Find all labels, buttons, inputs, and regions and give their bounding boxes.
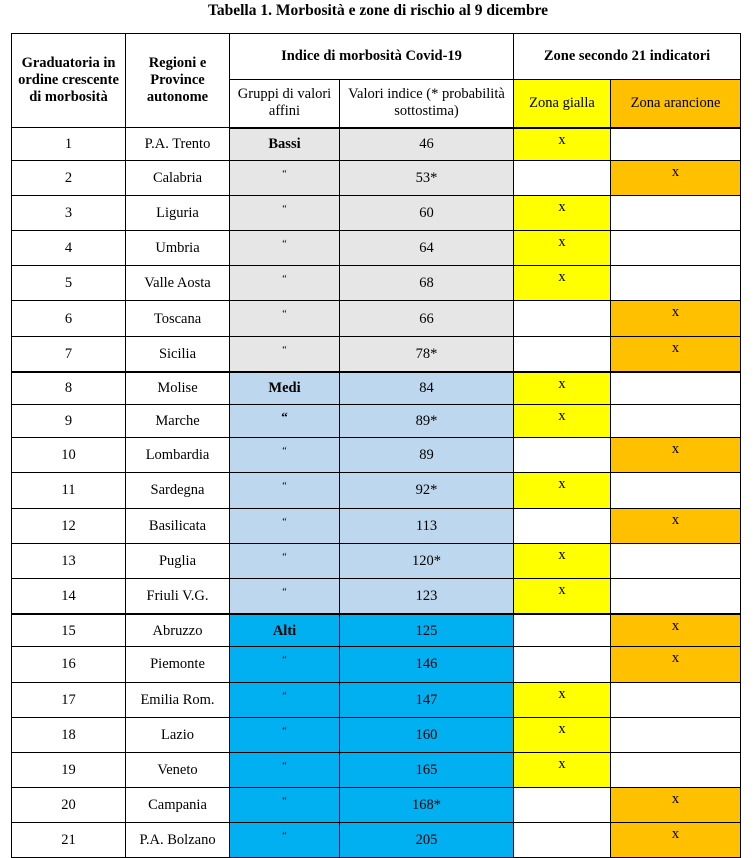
zona-gialla-cell <box>514 301 611 336</box>
zona-gialla-cell: x <box>514 717 611 752</box>
zona-gialla-cell: x <box>514 266 611 301</box>
region-cell: Calabria <box>126 160 230 195</box>
table-row <box>12 647 741 682</box>
table-row <box>12 578 741 614</box>
zona-gialla-cell: x <box>514 752 611 787</box>
value-cell: 125 <box>340 614 514 647</box>
zona-gialla-cell <box>514 336 611 372</box>
zona-gialla-cell: x <box>514 128 611 161</box>
region-cell: Marche <box>126 405 230 438</box>
zona-arancione-cell <box>611 473 741 508</box>
zona-gialla-cell: x <box>514 405 611 438</box>
value-cell: 165 <box>340 752 514 787</box>
zona-gialla-cell: x <box>514 578 611 614</box>
zona-gialla-cell <box>514 788 611 823</box>
zona-arancione-cell <box>611 372 741 405</box>
rank-cell: 6 <box>12 301 126 336</box>
group-cell: “ <box>230 717 340 752</box>
region-cell: Lombardia <box>126 438 230 473</box>
value-cell: 146 <box>340 647 514 682</box>
region-cell: Friuli V.G. <box>126 578 230 614</box>
group-cell: “ <box>230 647 340 682</box>
table-title: Tabella 1. Morbosità e zone di rischio al 9 dicembre <box>207 2 549 19</box>
rank-cell: 19 <box>12 752 126 787</box>
header-region: Regioni e Province autonome <box>126 34 230 128</box>
zona-arancione-cell <box>611 128 741 161</box>
zona-arancione-cell <box>611 266 741 301</box>
zona-arancione-cell: x <box>611 614 741 647</box>
group-cell: “ <box>230 752 340 787</box>
value-cell: 89* <box>340 405 514 438</box>
region-cell: Puglia <box>126 543 230 578</box>
rank-cell: 4 <box>12 231 126 266</box>
value-cell: 66 <box>340 301 514 336</box>
zona-arancione-cell: x <box>611 438 741 473</box>
region-cell: P.A. Trento <box>126 128 230 161</box>
table-row <box>12 717 741 752</box>
group-cell: “ <box>230 301 340 336</box>
zona-gialla-cell <box>514 438 611 473</box>
value-cell: 205 <box>340 823 514 858</box>
table-row <box>12 231 741 266</box>
value-cell: 78* <box>340 336 514 372</box>
zona-arancione-cell: x <box>611 647 741 682</box>
region-cell: Toscana <box>126 301 230 336</box>
table-row <box>12 266 741 301</box>
value-cell: 120* <box>340 543 514 578</box>
zona-gialla-cell: x <box>514 231 611 266</box>
group-cell: “ <box>230 543 340 578</box>
group-cell: “ <box>230 438 340 473</box>
value-cell: 160 <box>340 717 514 752</box>
table-row <box>12 438 741 473</box>
region-cell: P.A. Bolzano <box>126 823 230 858</box>
group-cell: Alti <box>230 614 340 647</box>
group-cell: “ <box>230 788 340 823</box>
zona-arancione-cell: x <box>611 336 741 372</box>
morbidity-table <box>11 33 741 858</box>
rank-cell: 16 <box>12 647 126 682</box>
header-groups: Gruppi di valori affini <box>230 80 340 128</box>
header-zona-arancione: Zona arancione <box>611 80 741 128</box>
table-row <box>12 788 741 823</box>
header-index-group: Indice di morbosità Covid-19 <box>230 34 514 80</box>
zona-arancione-cell <box>611 405 741 438</box>
region-cell: Veneto <box>126 752 230 787</box>
table-row <box>12 372 741 405</box>
header-zones: Zone secondo 21 indicatori <box>514 34 741 80</box>
table-row <box>12 823 741 858</box>
region-cell: Molise <box>126 372 230 405</box>
zona-arancione-cell <box>611 682 741 717</box>
zona-gialla-cell <box>514 823 611 858</box>
table-row <box>12 614 741 647</box>
value-cell: 147 <box>340 682 514 717</box>
zona-arancione-cell <box>611 752 741 787</box>
region-cell: Lazio <box>126 717 230 752</box>
value-cell: 64 <box>340 231 514 266</box>
group-cell: “ <box>230 231 340 266</box>
zona-arancione-cell: x <box>611 301 741 336</box>
region-cell: Abruzzo <box>126 614 230 647</box>
header-zona-gialla: Zona gialla <box>514 80 611 128</box>
group-cell: “ <box>230 405 340 438</box>
value-cell: 68 <box>340 266 514 301</box>
value-cell: 84 <box>340 372 514 405</box>
zona-arancione-cell <box>611 195 741 230</box>
rank-cell: 14 <box>12 578 126 614</box>
table-row <box>12 405 741 438</box>
group-cell: “ <box>230 682 340 717</box>
group-cell: “ <box>230 578 340 614</box>
group-cell: “ <box>230 473 340 508</box>
zona-arancione-cell: x <box>611 160 741 195</box>
rank-cell: 20 <box>12 788 126 823</box>
rank-cell: 21 <box>12 823 126 858</box>
region-cell: Basilicata <box>126 508 230 543</box>
group-cell: “ <box>230 336 340 372</box>
table-row <box>12 682 741 717</box>
table-row <box>12 195 741 230</box>
rank-cell: 5 <box>12 266 126 301</box>
table-row <box>12 128 741 161</box>
zona-arancione-cell <box>611 543 741 578</box>
table-row <box>12 473 741 508</box>
region-cell: Campania <box>126 788 230 823</box>
group-cell: Bassi <box>230 128 340 161</box>
rank-cell: 8 <box>12 372 126 405</box>
group-cell: “ <box>230 508 340 543</box>
zona-gialla-cell: x <box>514 682 611 717</box>
rank-cell: 9 <box>12 405 126 438</box>
zona-arancione-cell: x <box>611 823 741 858</box>
zona-gialla-cell <box>514 508 611 543</box>
zona-arancione-cell <box>611 578 741 614</box>
table-row <box>12 508 741 543</box>
zona-gialla-cell: x <box>514 543 611 578</box>
value-cell: 46 <box>340 128 514 161</box>
rank-cell: 7 <box>12 336 126 372</box>
group-cell: “ <box>230 266 340 301</box>
rank-cell: 15 <box>12 614 126 647</box>
rank-cell: 13 <box>12 543 126 578</box>
zona-arancione-cell <box>611 717 741 752</box>
zona-gialla-cell: x <box>514 473 611 508</box>
zona-arancione-cell: x <box>611 788 741 823</box>
zona-gialla-cell: x <box>514 372 611 405</box>
rank-cell: 10 <box>12 438 126 473</box>
group-cell: “ <box>230 823 340 858</box>
value-cell: 92* <box>340 473 514 508</box>
value-cell: 60 <box>340 195 514 230</box>
rank-cell: 1 <box>12 128 126 161</box>
rank-cell: 3 <box>12 195 126 230</box>
group-cell: “ <box>230 160 340 195</box>
table-row <box>12 301 741 336</box>
zona-gialla-cell <box>514 160 611 195</box>
value-cell: 168* <box>340 788 514 823</box>
header-rank: Graduatoria in ordine crescente di morbosità <box>12 34 126 128</box>
region-cell: Liguria <box>126 195 230 230</box>
value-cell: 123 <box>340 578 514 614</box>
rank-cell: 18 <box>12 717 126 752</box>
value-cell: 89 <box>340 438 514 473</box>
rank-cell: 17 <box>12 682 126 717</box>
table-row <box>12 160 741 195</box>
zona-gialla-cell: x <box>514 195 611 230</box>
region-cell: Sicilia <box>126 336 230 372</box>
rank-cell: 2 <box>12 160 126 195</box>
zona-arancione-cell: x <box>611 508 741 543</box>
region-cell: Sardegna <box>126 473 230 508</box>
region-cell: Umbria <box>126 231 230 266</box>
table-row <box>12 543 741 578</box>
zona-arancione-cell <box>611 231 741 266</box>
rank-cell: 11 <box>12 473 126 508</box>
group-cell: Medi <box>230 372 340 405</box>
table-row <box>12 752 741 787</box>
group-cell: “ <box>230 195 340 230</box>
rank-cell: 12 <box>12 508 126 543</box>
region-cell: Valle Aosta <box>126 266 230 301</box>
zona-gialla-cell <box>514 647 611 682</box>
zona-gialla-cell <box>514 614 611 647</box>
region-cell: Emilia Rom. <box>126 682 230 717</box>
header-values: Valori indice (* probabilità sottostima) <box>340 80 514 128</box>
value-cell: 113 <box>340 508 514 543</box>
value-cell: 53* <box>340 160 514 195</box>
region-cell: Piemonte <box>126 647 230 682</box>
table-row <box>12 336 741 372</box>
